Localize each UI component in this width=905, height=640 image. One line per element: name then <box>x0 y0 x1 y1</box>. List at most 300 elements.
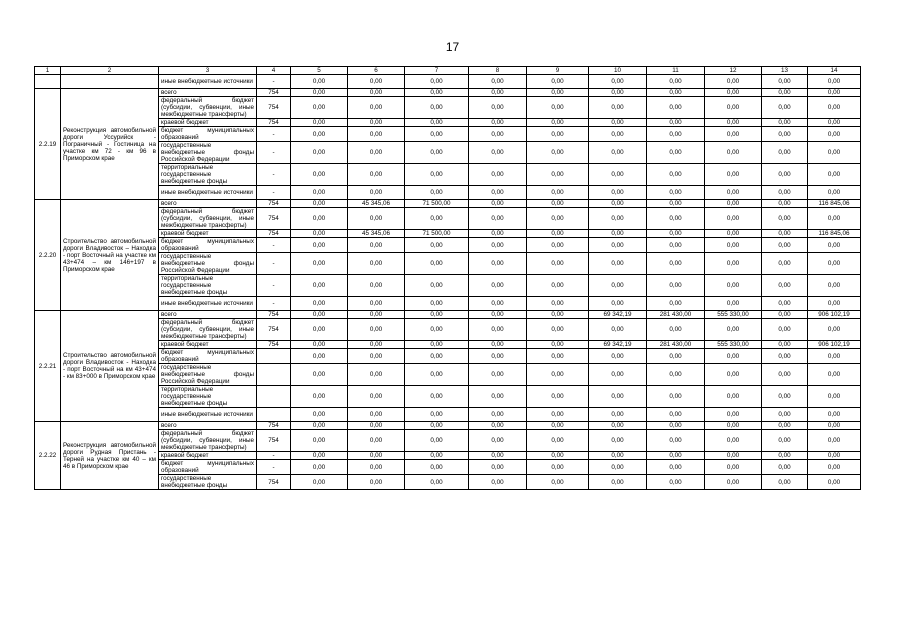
project-name-cell: Строительство автомобильной дороги Владивосток - Находка - порт Восточный на км 43+474 - км 83+000 в Приморском крае <box>61 311 159 422</box>
amount-cell: 0,00 <box>348 341 405 349</box>
amount-cell: 0,00 <box>647 422 705 430</box>
amount-cell: 0,00 <box>589 386 647 408</box>
amount-cell: 0,00 <box>705 452 762 460</box>
amount-cell: 0,00 <box>589 253 647 275</box>
amount-cell: 0,00 <box>589 186 647 200</box>
amount-cell: 0,00 <box>348 297 405 311</box>
amount-cell: 0,00 <box>405 430 469 452</box>
table-row <box>35 127 861 142</box>
amount-cell: 0,00 <box>291 238 348 253</box>
amount-cell: 0,00 <box>527 422 589 430</box>
column-number-cell: 12 <box>705 67 762 75</box>
amount-cell: 0,00 <box>527 297 589 311</box>
column-number-cell: 4 <box>257 67 291 75</box>
budget-code-cell: - <box>257 460 291 475</box>
funding-source-cell: территориальные государственные внебюджетные фонды <box>159 275 257 297</box>
budget-code-cell: - <box>257 452 291 460</box>
funding-source-cell: государственные внебюджетные фонды Российской Федерации <box>159 364 257 386</box>
amount-cell: 0,00 <box>705 230 762 238</box>
amount-cell: 0,00 <box>405 127 469 142</box>
budget-code-cell: - <box>257 186 291 200</box>
amount-cell: 0,00 <box>527 452 589 460</box>
funding-source-cell: всего <box>159 200 257 208</box>
amount-cell: 0,00 <box>469 119 527 127</box>
amount-cell: 0,00 <box>527 75 589 89</box>
budget-code-cell <box>257 386 291 408</box>
funding-source-cell: федеральный бюджет (субсидии, субвенции, иные межбюджетные трансферты) <box>159 208 257 230</box>
amount-cell: 0,00 <box>705 119 762 127</box>
amount-cell: 0,00 <box>762 164 808 186</box>
table-row <box>35 408 861 422</box>
amount-cell: 0,00 <box>647 186 705 200</box>
funding-source-cell: иные внебюджетные источники <box>159 75 257 89</box>
amount-cell: 0,00 <box>762 200 808 208</box>
amount-cell: 0,00 <box>469 297 527 311</box>
amount-cell: 0,00 <box>348 452 405 460</box>
budget-code-cell: 754 <box>257 230 291 238</box>
amount-cell: 906 102,19 <box>808 341 861 349</box>
amount-cell: 0,00 <box>527 142 589 164</box>
amount-cell: 0,00 <box>647 119 705 127</box>
table-row <box>35 142 861 164</box>
amount-cell: 0,00 <box>705 208 762 230</box>
budget-code-cell: - <box>257 75 291 89</box>
amount-cell: 0,00 <box>405 97 469 119</box>
amount-cell: 0,00 <box>291 275 348 297</box>
amount-cell: 0,00 <box>348 460 405 475</box>
budget-code-cell <box>257 364 291 386</box>
project-name-cell: Реконструкция автомобильной дороги Уссурийск - Пограничный - Гостиница на участке км 72 - км 96 в Приморском крае <box>61 89 159 200</box>
amount-cell: 0,00 <box>348 349 405 364</box>
funding-source-cell: бюджет муниципальных образований <box>159 349 257 364</box>
amount-cell: 0,00 <box>762 386 808 408</box>
amount-cell: 0,00 <box>808 97 861 119</box>
funding-source-cell: федеральный бюджет (субсидии, субвенции, иные межбюджетные трансферты) <box>159 319 257 341</box>
amount-cell: 0,00 <box>469 238 527 253</box>
amount-cell: 0,00 <box>291 430 348 452</box>
budget-code-cell: 754 <box>257 475 291 490</box>
amount-cell: 0,00 <box>291 200 348 208</box>
amount-cell: 0,00 <box>808 422 861 430</box>
amount-cell: 0,00 <box>808 364 861 386</box>
funding-source-cell: всего <box>159 422 257 430</box>
amount-cell: 0,00 <box>762 275 808 297</box>
funding-source-cell: территориальные государственные внебюджетные фонды <box>159 164 257 186</box>
table-row <box>35 75 861 89</box>
amount-cell: 0,00 <box>405 460 469 475</box>
budget-code-cell: - <box>257 238 291 253</box>
table-row <box>35 297 861 311</box>
amount-cell: 71 500,00 <box>405 230 469 238</box>
amount-cell: 0,00 <box>527 164 589 186</box>
amount-cell: 0,00 <box>589 200 647 208</box>
amount-cell: 0,00 <box>348 186 405 200</box>
amount-cell: 0,00 <box>469 422 527 430</box>
table-row <box>35 253 861 275</box>
amount-cell: 0,00 <box>291 460 348 475</box>
table-row <box>35 119 861 127</box>
amount-cell: 0,00 <box>348 475 405 490</box>
amount-cell: 0,00 <box>469 408 527 422</box>
amount-cell: 0,00 <box>348 97 405 119</box>
table-row <box>35 275 861 297</box>
funding-source-cell: краевой бюджет <box>159 119 257 127</box>
amount-cell: 0,00 <box>348 364 405 386</box>
amount-cell: 0,00 <box>762 430 808 452</box>
amount-cell: 0,00 <box>808 119 861 127</box>
amount-cell: 0,00 <box>589 164 647 186</box>
funding-source-cell: государственные внебюджетные фонды Российской Федерации <box>159 142 257 164</box>
amount-cell: 0,00 <box>291 208 348 230</box>
item-code-cell: 2.2.19 <box>35 89 61 200</box>
amount-cell: 0,00 <box>291 422 348 430</box>
amount-cell: 281 430,00 <box>647 341 705 349</box>
amount-cell: 0,00 <box>762 452 808 460</box>
amount-cell: 0,00 <box>527 341 589 349</box>
amount-cell: 0,00 <box>589 238 647 253</box>
amount-cell: 0,00 <box>469 186 527 200</box>
amount-cell: 0,00 <box>527 364 589 386</box>
amount-cell: 0,00 <box>527 430 589 452</box>
amount-cell: 0,00 <box>705 200 762 208</box>
amount-cell: 0,00 <box>291 127 348 142</box>
amount-cell: 555 330,00 <box>705 311 762 319</box>
amount-cell: 0,00 <box>589 275 647 297</box>
amount-cell: 0,00 <box>291 164 348 186</box>
column-number-cell: 13 <box>762 67 808 75</box>
table-row <box>35 230 861 238</box>
page-number: 17 <box>445 40 460 54</box>
amount-cell: 0,00 <box>705 430 762 452</box>
amount-cell: 0,00 <box>469 349 527 364</box>
amount-cell: 0,00 <box>808 408 861 422</box>
amount-cell: 0,00 <box>762 297 808 311</box>
amount-cell: 116 845,06 <box>808 200 861 208</box>
table-row <box>35 475 861 490</box>
funding-source-cell: федеральный бюджет (субсидии, субвенции, иные межбюджетные трансферты) <box>159 97 257 119</box>
amount-cell: 0,00 <box>527 186 589 200</box>
table-row <box>35 386 861 408</box>
amount-cell: 45 345,06 <box>348 200 405 208</box>
budget-table <box>34 66 861 490</box>
budget-code-cell: 754 <box>257 200 291 208</box>
column-number-cell: 3 <box>159 67 257 75</box>
amount-cell: 0,00 <box>527 253 589 275</box>
amount-cell: 0,00 <box>647 230 705 238</box>
budget-code-cell: 754 <box>257 319 291 341</box>
amount-cell: 0,00 <box>762 408 808 422</box>
table-row <box>35 97 861 119</box>
amount-cell: 0,00 <box>527 238 589 253</box>
amount-cell: 0,00 <box>469 164 527 186</box>
table-row <box>35 208 861 230</box>
amount-cell: 0,00 <box>291 408 348 422</box>
amount-cell: 0,00 <box>808 186 861 200</box>
amount-cell: 0,00 <box>808 349 861 364</box>
amount-cell: 0,00 <box>405 364 469 386</box>
amount-cell: 0,00 <box>348 89 405 97</box>
amount-cell: 116 845,06 <box>808 230 861 238</box>
column-number-cell: 2 <box>61 67 159 75</box>
amount-cell: 0,00 <box>405 422 469 430</box>
amount-cell: 0,00 <box>705 89 762 97</box>
amount-cell: 0,00 <box>405 386 469 408</box>
amount-cell: 0,00 <box>469 386 527 408</box>
amount-cell: 0,00 <box>762 75 808 89</box>
amount-cell: 0,00 <box>808 386 861 408</box>
amount-cell: 0,00 <box>589 97 647 119</box>
funding-source-cell: бюджет муниципальных образований <box>159 460 257 475</box>
amount-cell: 0,00 <box>808 275 861 297</box>
item-code-cell: 2.2.21 <box>35 311 61 422</box>
funding-source-cell: бюджет муниципальных образований <box>159 127 257 142</box>
amount-cell: 0,00 <box>647 386 705 408</box>
amount-cell: 0,00 <box>589 475 647 490</box>
amount-cell: 0,00 <box>291 75 348 89</box>
amount-cell: 0,00 <box>705 142 762 164</box>
amount-cell: 0,00 <box>348 119 405 127</box>
funding-source-cell: государственные внебюджетные фонды <box>159 475 257 490</box>
budget-code-cell: - <box>257 275 291 297</box>
amount-cell: 0,00 <box>348 142 405 164</box>
amount-cell: 0,00 <box>647 253 705 275</box>
amount-cell: 0,00 <box>405 341 469 349</box>
amount-cell: 0,00 <box>469 200 527 208</box>
amount-cell: 0,00 <box>705 97 762 119</box>
amount-cell: 281 430,00 <box>647 311 705 319</box>
amount-cell: 0,00 <box>469 253 527 275</box>
amount-cell: 0,00 <box>527 311 589 319</box>
budget-code-cell: 754 <box>257 430 291 452</box>
amount-cell: 0,00 <box>589 89 647 97</box>
table-row <box>35 422 861 430</box>
amount-cell: 0,00 <box>762 127 808 142</box>
amount-cell: 0,00 <box>527 200 589 208</box>
amount-cell: 0,00 <box>291 119 348 127</box>
empty-code-cell <box>35 75 61 89</box>
funding-source-cell: иные внебюджетные источники <box>159 408 257 422</box>
amount-cell: 0,00 <box>705 408 762 422</box>
amount-cell: 0,00 <box>405 349 469 364</box>
budget-code-cell <box>257 349 291 364</box>
amount-cell: 0,00 <box>291 311 348 319</box>
amount-cell: 0,00 <box>527 460 589 475</box>
amount-cell: 0,00 <box>469 230 527 238</box>
amount-cell: 0,00 <box>589 460 647 475</box>
amount-cell: 0,00 <box>348 311 405 319</box>
column-number-cell: 14 <box>808 67 861 75</box>
table-row <box>35 319 861 341</box>
funding-source-cell: краевой бюджет <box>159 341 257 349</box>
column-number-cell: 10 <box>589 67 647 75</box>
amount-cell: 0,00 <box>527 119 589 127</box>
funding-source-cell: бюджет муниципальных образований <box>159 238 257 253</box>
amount-cell: 0,00 <box>348 386 405 408</box>
amount-cell: 0,00 <box>291 475 348 490</box>
amount-cell: 0,00 <box>647 142 705 164</box>
amount-cell: 0,00 <box>762 230 808 238</box>
amount-cell: 0,00 <box>348 127 405 142</box>
amount-cell: 0,00 <box>527 89 589 97</box>
amount-cell: 0,00 <box>348 408 405 422</box>
budget-code-cell <box>257 408 291 422</box>
amount-cell: 0,00 <box>647 349 705 364</box>
table-row <box>35 311 861 319</box>
amount-cell: 0,00 <box>405 452 469 460</box>
amount-cell: 0,00 <box>808 75 861 89</box>
column-number-cell: 11 <box>647 67 705 75</box>
budget-code-cell: - <box>257 164 291 186</box>
table-row <box>35 186 861 200</box>
table-row <box>35 238 861 253</box>
amount-cell: 0,00 <box>647 208 705 230</box>
amount-cell: 0,00 <box>469 275 527 297</box>
amount-cell: 0,00 <box>589 297 647 311</box>
amount-cell: 0,00 <box>762 319 808 341</box>
column-number-cell: 6 <box>348 67 405 75</box>
amount-cell: 71 500,00 <box>405 200 469 208</box>
budget-code-cell: - <box>257 253 291 275</box>
column-number-cell: 8 <box>469 67 527 75</box>
amount-cell: 0,00 <box>762 208 808 230</box>
amount-cell: 0,00 <box>348 164 405 186</box>
amount-cell: 0,00 <box>808 297 861 311</box>
amount-cell: 0,00 <box>291 253 348 275</box>
amount-cell: 0,00 <box>589 319 647 341</box>
amount-cell: 0,00 <box>808 238 861 253</box>
amount-cell: 0,00 <box>405 238 469 253</box>
amount-cell: 0,00 <box>348 422 405 430</box>
amount-cell: 0,00 <box>647 452 705 460</box>
amount-cell: 0,00 <box>808 127 861 142</box>
amount-cell: 0,00 <box>705 127 762 142</box>
amount-cell: 0,00 <box>808 452 861 460</box>
amount-cell: 0,00 <box>808 319 861 341</box>
budget-code-cell: 754 <box>257 311 291 319</box>
amount-cell: 0,00 <box>589 430 647 452</box>
amount-cell: 0,00 <box>647 238 705 253</box>
amount-cell: 0,00 <box>405 311 469 319</box>
amount-cell: 0,00 <box>705 297 762 311</box>
amount-cell: 0,00 <box>405 275 469 297</box>
amount-cell: 0,00 <box>348 75 405 89</box>
table-row <box>35 341 861 349</box>
column-number-cell: 9 <box>527 67 589 75</box>
amount-cell: 0,00 <box>469 319 527 341</box>
amount-cell: 0,00 <box>705 75 762 89</box>
amount-cell: 0,00 <box>762 186 808 200</box>
budget-code-cell: 754 <box>257 341 291 349</box>
amount-cell: 0,00 <box>527 97 589 119</box>
amount-cell: 0,00 <box>527 127 589 142</box>
amount-cell: 0,00 <box>589 422 647 430</box>
amount-cell: 0,00 <box>808 142 861 164</box>
amount-cell: 0,00 <box>527 349 589 364</box>
amount-cell: 0,00 <box>647 127 705 142</box>
funding-source-cell: федеральный бюджет (субсидии, субвенции, иные межбюджетные трансферты) <box>159 430 257 452</box>
amount-cell: 0,00 <box>589 452 647 460</box>
amount-cell: 0,00 <box>647 408 705 422</box>
table-row <box>35 430 861 452</box>
amount-cell: 0,00 <box>527 275 589 297</box>
project-name-cell: Реконструкция автомобильной дороги Рудная Пристань - Терней на участке км 40 – км 46 в Приморском крае <box>61 422 159 490</box>
amount-cell: 0,00 <box>808 89 861 97</box>
amount-cell: 0,00 <box>647 275 705 297</box>
amount-cell: 69 342,19 <box>589 341 647 349</box>
amount-cell: 69 342,19 <box>589 311 647 319</box>
amount-cell: 0,00 <box>348 238 405 253</box>
amount-cell: 0,00 <box>808 475 861 490</box>
amount-cell: 0,00 <box>647 297 705 311</box>
amount-cell: 0,00 <box>527 208 589 230</box>
amount-cell: 0,00 <box>762 341 808 349</box>
amount-cell: 0,00 <box>762 119 808 127</box>
amount-cell: 0,00 <box>291 452 348 460</box>
amount-cell: 0,00 <box>291 89 348 97</box>
amount-cell: 0,00 <box>762 253 808 275</box>
amount-cell: 0,00 <box>762 364 808 386</box>
column-number-row <box>35 67 861 75</box>
amount-cell: 0,00 <box>762 89 808 97</box>
amount-cell: 0,00 <box>762 460 808 475</box>
amount-cell: 45 345,06 <box>348 230 405 238</box>
budget-code-cell: - <box>257 127 291 142</box>
budget-code-cell: - <box>257 297 291 311</box>
item-code-cell: 2.2.20 <box>35 200 61 311</box>
amount-cell: 0,00 <box>405 408 469 422</box>
amount-cell: 0,00 <box>589 75 647 89</box>
table-row <box>35 164 861 186</box>
amount-cell: 0,00 <box>348 319 405 341</box>
funding-source-cell: иные внебюджетные источники <box>159 186 257 200</box>
amount-cell: 0,00 <box>527 386 589 408</box>
funding-source-cell: всего <box>159 311 257 319</box>
funding-source-cell: краевой бюджет <box>159 452 257 460</box>
amount-cell: 0,00 <box>527 230 589 238</box>
amount-cell: 0,00 <box>405 89 469 97</box>
amount-cell: 0,00 <box>705 386 762 408</box>
amount-cell: 0,00 <box>527 475 589 490</box>
amount-cell: 0,00 <box>647 200 705 208</box>
amount-cell: 0,00 <box>469 75 527 89</box>
amount-cell: 0,00 <box>469 460 527 475</box>
amount-cell: 0,00 <box>469 452 527 460</box>
amount-cell: 0,00 <box>291 341 348 349</box>
budget-code-cell: 754 <box>257 97 291 119</box>
amount-cell: 0,00 <box>762 238 808 253</box>
amount-cell: 0,00 <box>405 75 469 89</box>
amount-cell: 0,00 <box>469 475 527 490</box>
amount-cell: 0,00 <box>589 142 647 164</box>
amount-cell: 0,00 <box>405 319 469 341</box>
amount-cell: 0,00 <box>348 275 405 297</box>
amount-cell: 0,00 <box>589 364 647 386</box>
amount-cell: 0,00 <box>647 75 705 89</box>
amount-cell: 0,00 <box>647 475 705 490</box>
amount-cell: 0,00 <box>705 475 762 490</box>
amount-cell: 0,00 <box>291 297 348 311</box>
amount-cell: 0,00 <box>762 311 808 319</box>
table-row <box>35 200 861 208</box>
amount-cell: 0,00 <box>348 208 405 230</box>
amount-cell: 0,00 <box>647 89 705 97</box>
amount-cell: 0,00 <box>469 341 527 349</box>
amount-cell: 0,00 <box>405 475 469 490</box>
amount-cell: 0,00 <box>291 319 348 341</box>
amount-cell: 0,00 <box>291 186 348 200</box>
amount-cell: 0,00 <box>405 186 469 200</box>
amount-cell: 0,00 <box>469 208 527 230</box>
